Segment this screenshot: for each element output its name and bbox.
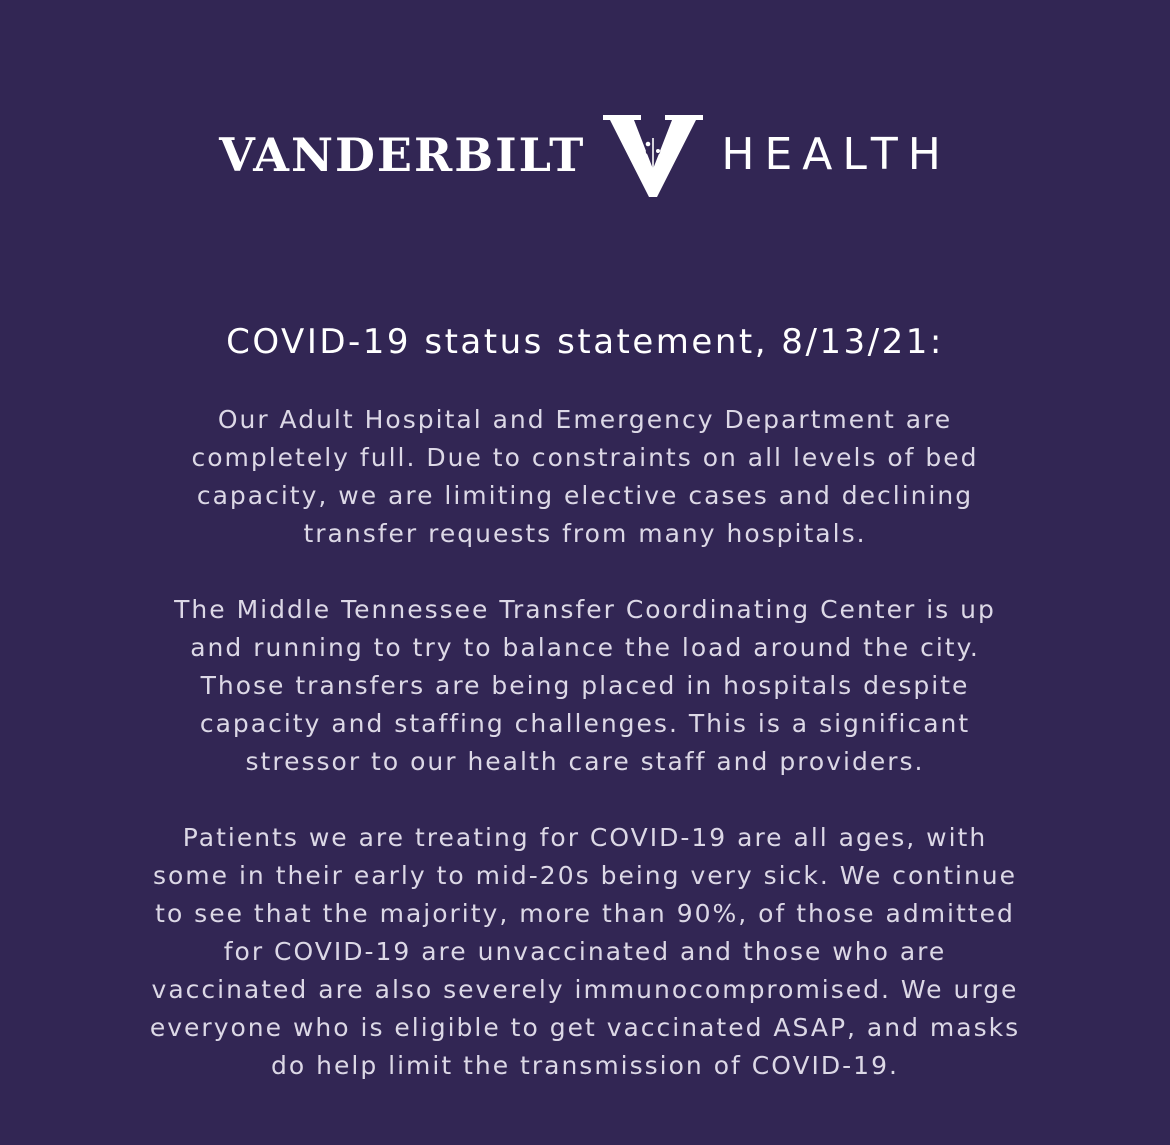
- statement-paragraph-transfers: [0, 591, 1170, 781]
- paragraph-line: capacity and staffing challenges. This is a significant: [199, 709, 971, 738]
- paragraph-line: capacity, we are limiting elective cases and declining: [196, 481, 974, 510]
- paragraph-line: everyone who is eligible to get vaccinated ASAP, and masks: [149, 1013, 1021, 1042]
- paragraph-line: and running to try to balance the load around the city.: [190, 633, 980, 662]
- paragraph-line: vaccinated are also severely immunocompromised. We urge: [151, 975, 1019, 1004]
- paragraph-line: to see that the majority, more than 90%, of those admitted: [155, 899, 1015, 928]
- paragraph-line: for COVID-19 are unvaccinated and those who are: [223, 937, 947, 966]
- paragraph-line: stressor to our health care staff and providers.: [245, 747, 925, 776]
- paragraph-line: Our Adult Hospital and Emergency Department are: [217, 405, 953, 434]
- paragraph-line: some in their early to mid-20s being very sick. We continue: [152, 861, 1018, 890]
- paragraph-line: completely full. Due to constraints on all levels of bed: [191, 443, 979, 472]
- paragraph-line: transfer requests from many hospitals.: [303, 519, 867, 548]
- paragraph-line: The Middle Tennessee Transfer Coordinating Center is up: [174, 595, 996, 624]
- logo-wordmark-vanderbilt: VANDERBILT: [219, 128, 586, 182]
- paragraph-line: do help limit the transmission of COVID-19.: [271, 1051, 899, 1080]
- logo-wordmark-health: HEALTH: [721, 129, 951, 180]
- statement-paragraph-patients: [0, 819, 1170, 1085]
- paragraph-line: Patients we are treating for COVID-19 are all ages, with: [182, 823, 988, 852]
- paragraph-line: Those transfers are being placed in hospitals despite: [200, 671, 970, 700]
- vanderbilt-v-oak-leaf-icon: [601, 111, 705, 199]
- statement-heading: COVID-19 status statement, 8/13/21:: [226, 322, 944, 362]
- vanderbilt-health-logo: [0, 110, 1170, 200]
- statement-paragraph-capacity: [0, 401, 1170, 553]
